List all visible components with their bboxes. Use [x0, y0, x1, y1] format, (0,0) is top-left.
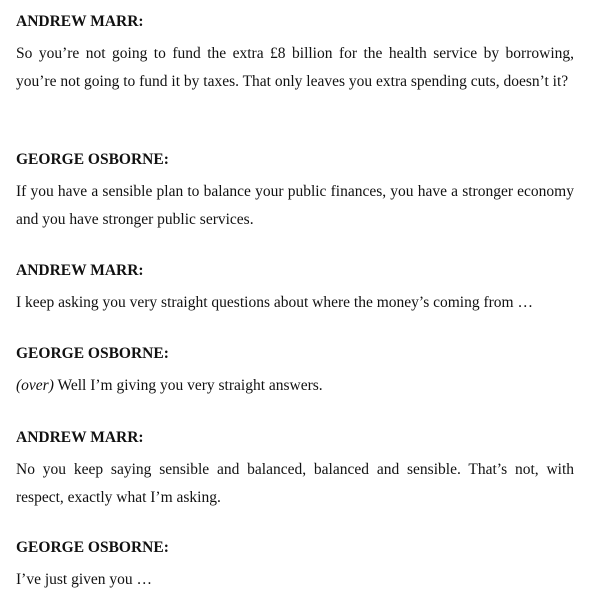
- speech-text: [16, 289, 574, 317]
- transcript-turn: [16, 344, 574, 400]
- speech-body: Well I’m giving you very straight answers.: [53, 377, 323, 394]
- speech-text: [16, 566, 574, 594]
- speech-body: I keep asking you very straight questions about where the money’s coming from …: [16, 294, 533, 311]
- stage-direction: (over): [16, 377, 54, 394]
- speech-text: [16, 456, 574, 511]
- speaker-name: GEORGE OSBORNE:: [16, 539, 169, 556]
- transcript-turn: [16, 428, 574, 511]
- speech-text: [16, 372, 574, 400]
- speaker-name: ANDREW MARR:: [16, 262, 144, 279]
- speaker-name: GEORGE OSBORNE:: [16, 345, 169, 362]
- speaker-name: GEORGE OSBORNE:: [16, 151, 169, 168]
- speech-body: So you’re not going to fund the extra £8 billion for the health service by borrowing, you’re not going to fund it by taxes. That only leaves you extra spending cuts, doesn’t it?: [16, 45, 574, 90]
- speaker-name: ANDREW MARR:: [16, 13, 144, 30]
- speech-text: [16, 40, 574, 95]
- transcript-turn: [16, 150, 574, 233]
- transcript-turn: [16, 538, 574, 594]
- transcript-turn: [16, 12, 574, 95]
- speech-body: No you keep saying sensible and balanced, balanced and sensible. That’s not, with respect, exactly what I’m asking.: [16, 461, 574, 506]
- speech-text: [16, 178, 574, 233]
- speaker-name: ANDREW MARR:: [16, 429, 144, 446]
- speech-body: I’ve just given you …: [16, 571, 153, 588]
- transcript-turn: [16, 261, 574, 317]
- speech-body: If you have a sensible plan to balance your public finances, you have a stronger economy and you have stronger public services.: [16, 183, 574, 228]
